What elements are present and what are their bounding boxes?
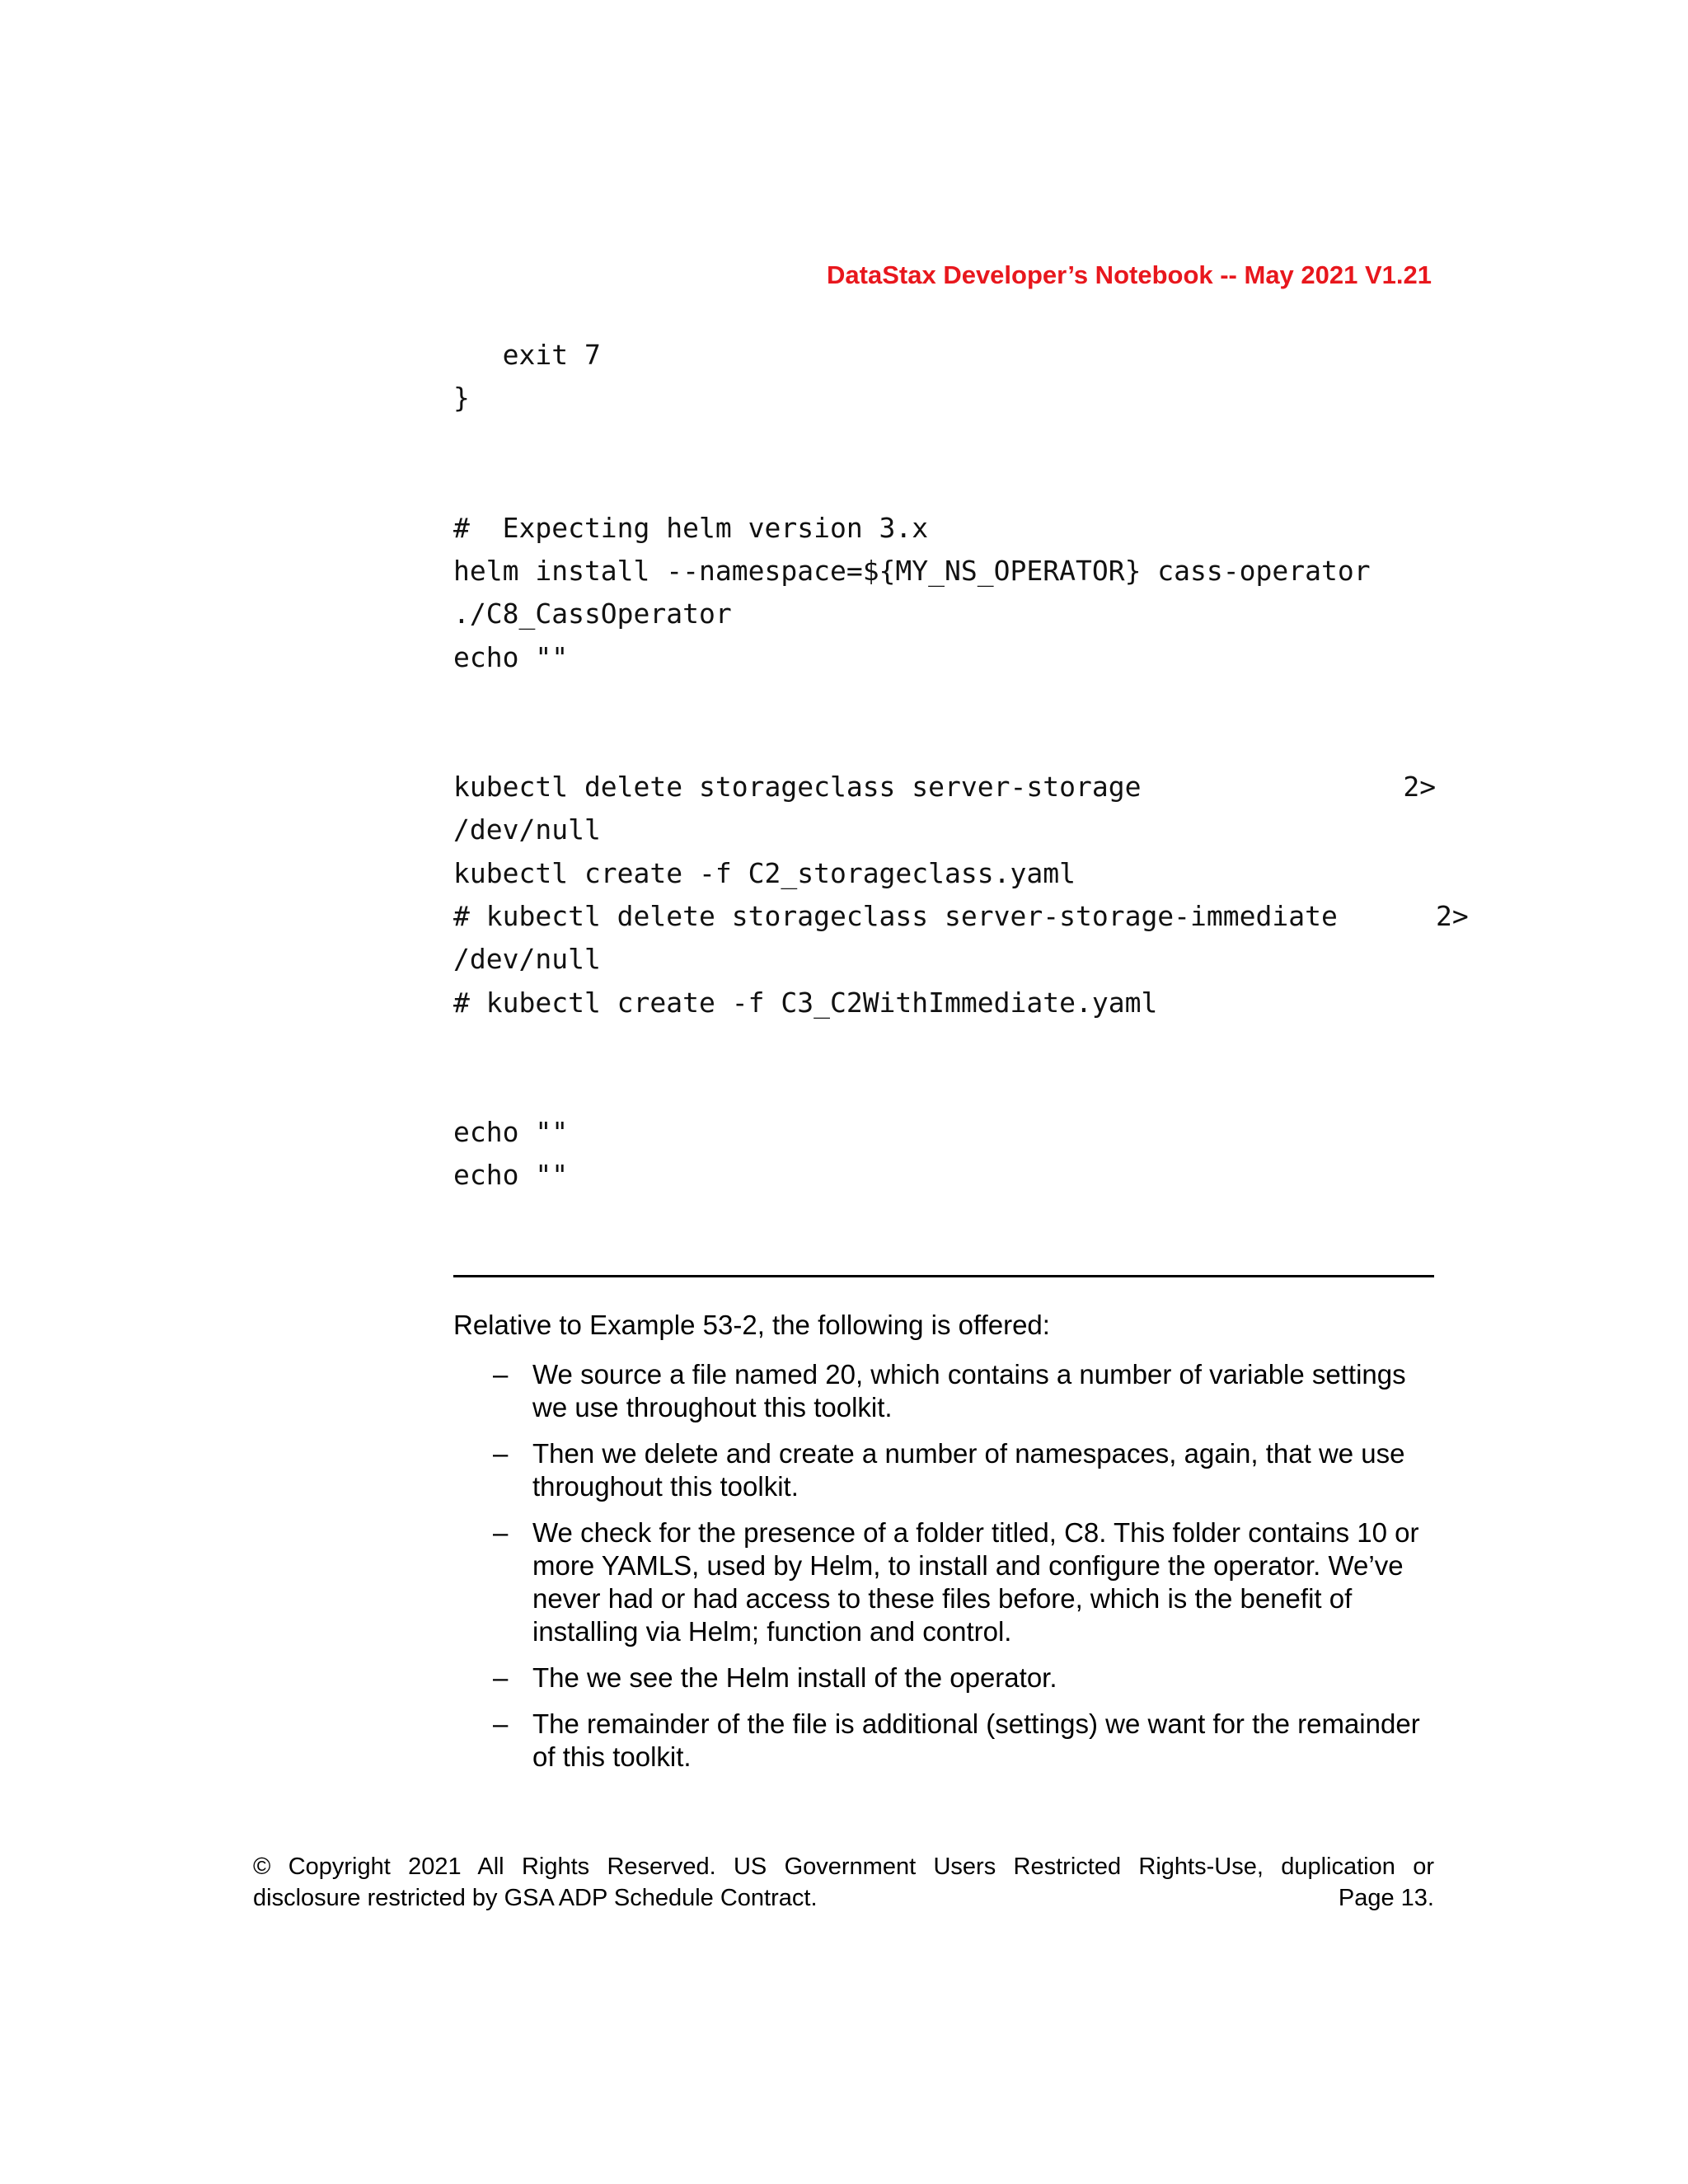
copyright-notice: © Copyright 2021 All Rights Reserved. US Government Users Restricted Rights-Use, duplication or <box>253 1854 1434 1880</box>
list-item <box>453 1516 1434 1648</box>
code-line: ./C8_CassOperator <box>453 598 732 630</box>
section-divider <box>453 1275 1434 1277</box>
list-item <box>453 1358 1434 1424</box>
footer-second-line <box>253 1882 1434 1914</box>
code-line <box>453 1068 1442 1111</box>
list-item-text: We check for the presence of a folder titled, C8. This folder contains 10 or more YAMLS, used by Helm, to install and configure the operator. We’ve never had or had access to these files before, which is the benefit of installing via Helm; function and control. <box>532 1517 1419 1647</box>
running-header: DataStax Developer’s Notebook -- May 2021 V1.21 <box>827 260 1432 289</box>
code-line <box>453 679 1442 722</box>
code-line: echo "" <box>453 640 569 673</box>
code-line: # Expecting helm version 3.x <box>453 511 929 544</box>
code-line <box>453 1024 1442 1067</box>
page-footer <box>253 1851 1434 1914</box>
dash-bullet-icon: – <box>493 1517 509 1548</box>
list-item-text: Then we delete and create a number of namespaces, again, that we use throughout this toolkit. <box>532 1438 1405 1502</box>
list-item-text: The remainder of the file is additional (settings) we want for the remainder of this toolkit. <box>532 1708 1420 1772</box>
list-item <box>453 1437 1434 1503</box>
copyright-notice-continued: disclosure restricted by GSA ADP Schedule Contract. <box>253 1885 818 1911</box>
dash-bullet-icon: – <box>493 1662 509 1693</box>
code-line: /dev/null <box>453 943 601 976</box>
page-number: Page 13. <box>1338 1885 1434 1911</box>
code-line: } <box>453 382 470 415</box>
list-item-text: We source a file named 20, which contains a number of variable settings we use throughout this toolkit. <box>532 1359 1406 1422</box>
code-line: helm install --namespace=${MY_NS_OPERATOR} cass-operator <box>453 554 1371 587</box>
list-item <box>453 1661 1434 1694</box>
dash-bullet-icon: – <box>493 1708 509 1739</box>
code-line: kubectl create -f C2_storageclass.yaml <box>453 856 1076 889</box>
code-line: echo "" <box>453 1116 569 1149</box>
code-line: # kubectl create -f C3_C2WithImmediate.yaml <box>453 986 1158 1019</box>
code-line: exit 7 <box>453 339 601 371</box>
code-line: # kubectl delete storageclass server-storage-immediate 2> <box>453 900 1469 933</box>
code-listing <box>453 334 1469 1197</box>
list-item <box>453 1708 1434 1774</box>
code-line: /dev/null <box>453 813 601 846</box>
code-line <box>453 463 1442 506</box>
code-line: echo "" <box>453 1159 569 1192</box>
bullet-list <box>453 1358 1434 1787</box>
list-item-text: The we see the Helm install of the operator. <box>532 1662 1057 1693</box>
code-line <box>453 420 1442 463</box>
dash-bullet-icon: – <box>493 1438 509 1469</box>
code-line: kubectl delete storageclass server-storage 2> <box>453 770 1437 803</box>
code-line <box>453 723 1442 766</box>
dash-bullet-icon: – <box>493 1359 509 1390</box>
intro-paragraph: Relative to Example 53-2, the following is offered: <box>453 1310 1050 1340</box>
